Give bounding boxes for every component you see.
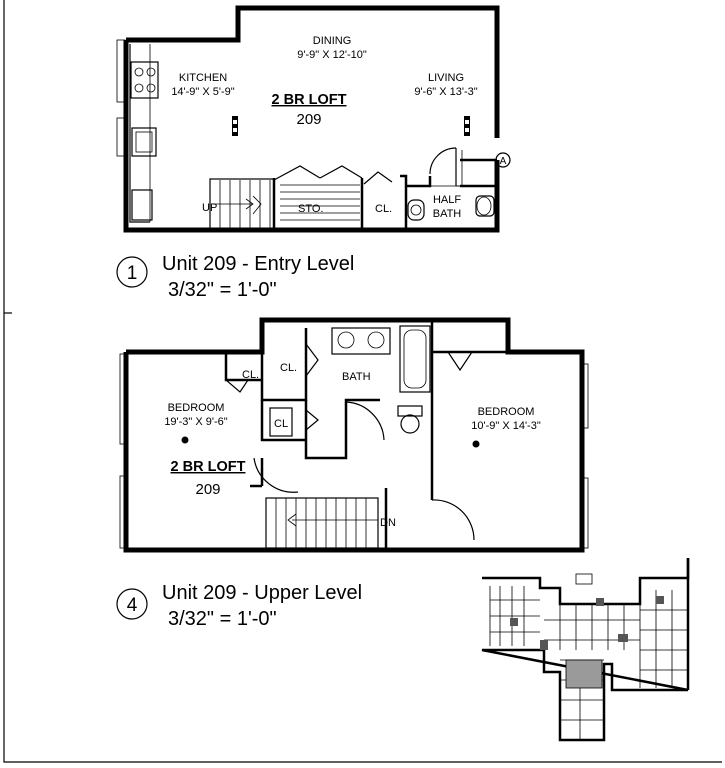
hall-walls [306,400,380,458]
entry-marker-label: A [499,156,507,167]
bedroom-right-name: BEDROOM [477,406,535,418]
drawing-number-4: 4 [126,595,138,616]
drawing-number: 1 [126,263,138,284]
storage-door-swing [274,166,362,180]
drawing-scale-4: 3/32" = 1'-0" [168,608,277,630]
entry-level-caption [117,253,354,301]
bedroom-left-name: BEDROOM [167,402,225,414]
cl-mid-door [306,344,318,376]
closet-door [364,172,392,184]
bedroom-right-closet-door [448,352,472,370]
toilet-bowl [401,415,419,433]
drawing-scale: 3/32" = 1'-0" [168,279,277,301]
drawing-title-4: Unit 209 - Upper Level [162,582,363,604]
entry-unit-type: 2 BR LOFT [271,92,347,108]
unit-highlight [566,660,602,688]
cl-left-label: CL. [242,369,260,381]
column-left [232,116,238,136]
stair-up [210,179,274,229]
kitchen-dims: 14'-9" X 5'-9" [171,86,235,98]
storage-label: STO. [298,203,324,215]
dining-dims: 9'-9" X 12'-10" [297,49,367,61]
half-bath-label-1: HALF [432,194,462,206]
column-right [464,116,470,136]
kitchen-name: KITCHEN [178,72,228,84]
half-bath-wall [400,176,406,230]
lav-sink-2 [368,332,384,348]
half-bath-partition [406,176,430,186]
dining-name: DINING [312,35,352,47]
upper-unit-type: 2 BR LOFT [170,459,246,475]
lav-sink-1 [338,332,354,348]
stair-down-label: DN [380,517,396,529]
bath-label: BATH [342,371,371,383]
key-plan-outline [482,558,688,740]
refrigerator [132,190,152,220]
entry-closet-label: CL. [375,203,393,215]
bath-door-swing [346,402,384,440]
cl-left-door [226,380,248,392]
entry-level-plan [117,8,510,230]
column-upper-left [182,437,189,444]
vanity [332,328,390,354]
cl-small-door [306,410,318,430]
bedroom-right-door-swing [432,500,474,540]
cl-mid-label: CL. [280,362,298,374]
bedroom-left-dims: 19'-3" X 9'-6" [164,416,228,428]
stair-up-label: UP [202,202,218,214]
bedroom-right-dims: 10'-9" X 14'-3" [471,420,541,432]
cl-small-label: CL [274,418,289,430]
upper-level-plan [120,320,588,550]
entry-door-swing [430,148,456,174]
key-plan [482,558,688,740]
entry-unit-number: 209 [296,111,322,128]
upper-level-caption [117,582,362,630]
upper-unit-number: 209 [195,481,221,498]
living-name: LIVING [427,72,465,84]
half-bath-sink [408,200,424,220]
range [131,62,158,98]
half-bath-label-2: BATH [432,208,462,220]
column-upper-right [473,441,480,448]
stair-down [266,498,378,548]
drawing-title: Unit 209 - Entry Level [162,253,355,275]
living-dims: 9'-6" X 13'-3" [414,86,478,98]
